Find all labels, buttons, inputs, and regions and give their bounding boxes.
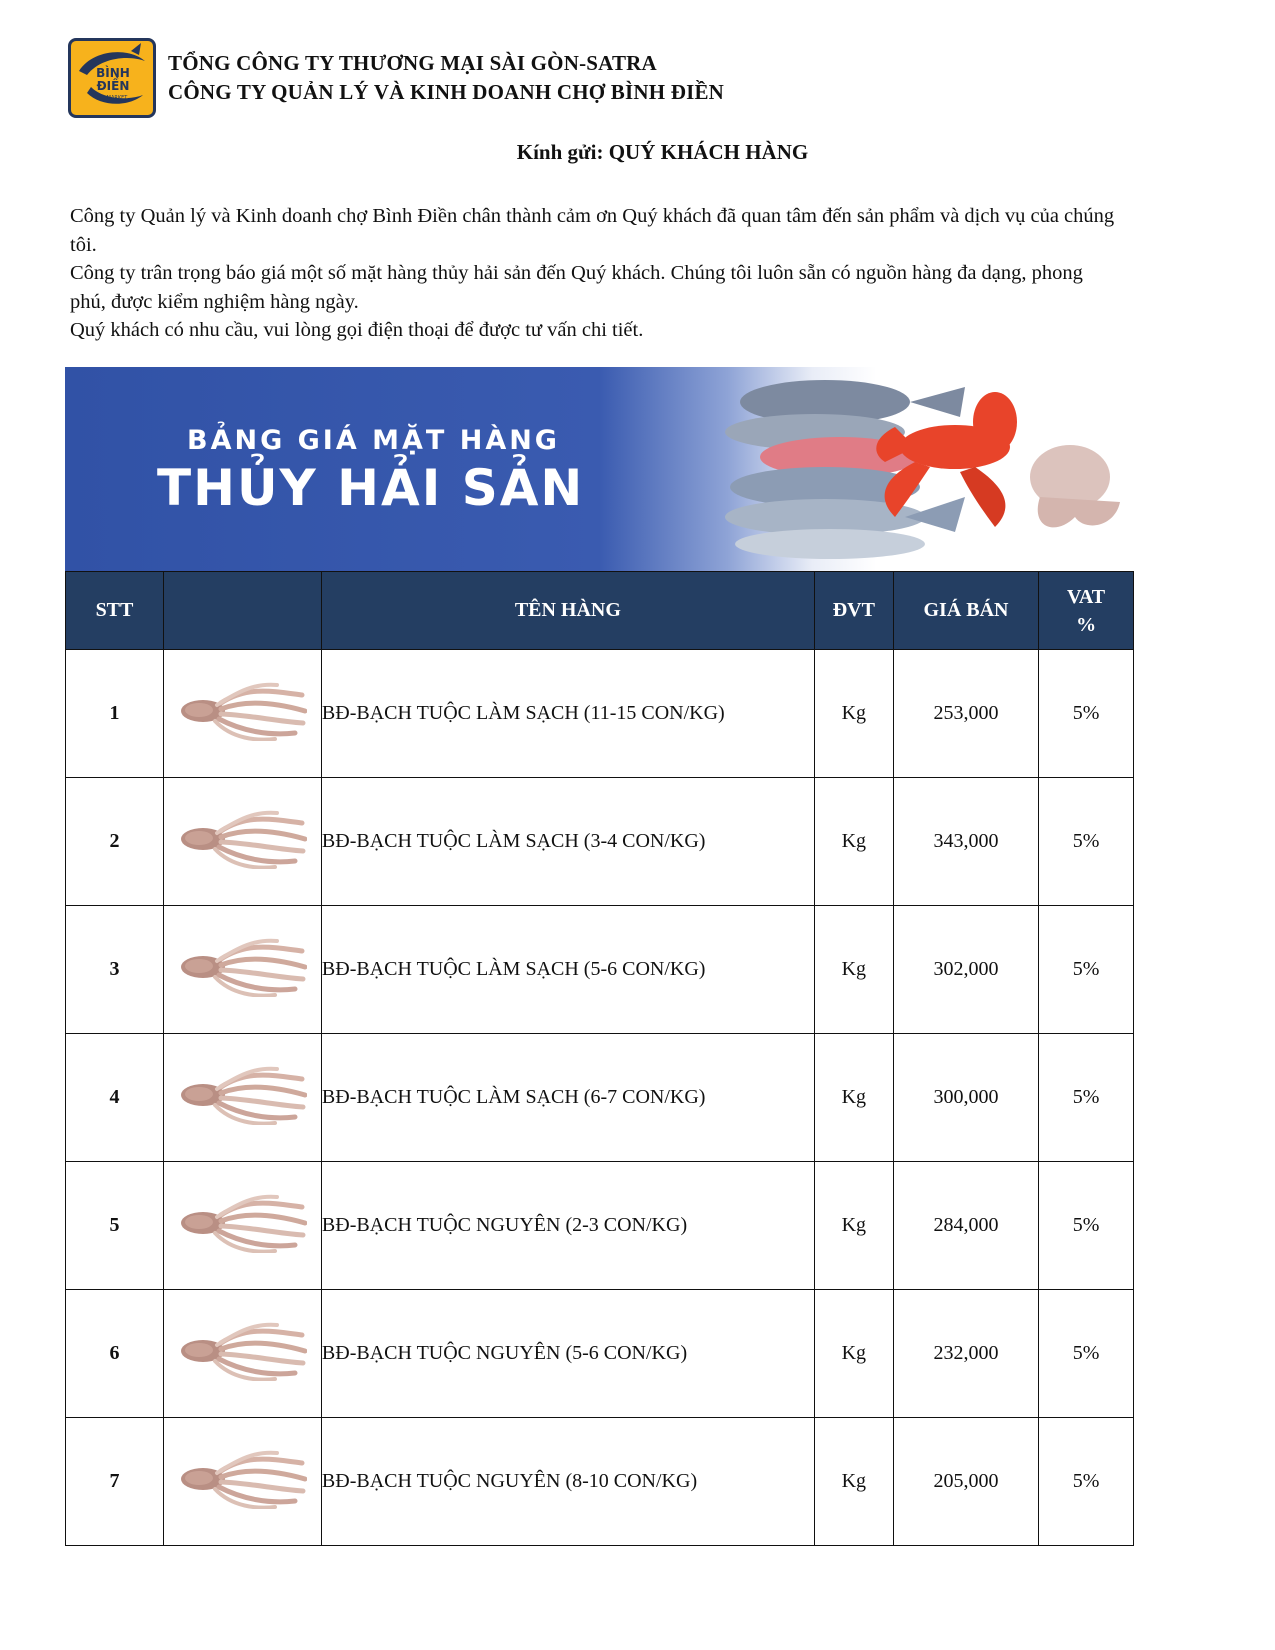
row-name: BĐ-BẠCH TUỘC LÀM SẠCH (3-4 CON/KG) [321,778,814,906]
octopus-icon [177,809,307,869]
intro-paragraph-2: Công ty trân trọng báo giá một số mặt hàng thủy hải sản đến Quý khách. Chúng tôi luôn sẵn có nguồn hàng đa dạng, phong phú, được kiểm nghiệm hàng ngày. [70,262,1083,313]
row-image [163,1034,321,1162]
header-vat [1039,572,1134,650]
row-vat: 5% [1039,906,1134,1034]
row-name: BĐ-BẠCH TUỘC NGUYÊN (8-10 CON/KG) [321,1418,814,1546]
row-price: 284,000 [893,1162,1038,1290]
row-vat: 5% [1039,650,1134,778]
row-price: 253,000 [893,650,1038,778]
row-stt: 1 [66,650,164,778]
price-list-banner [65,367,1133,572]
svg-text:MARKET: MARKET [106,95,128,101]
svg-text:BÌNH: BÌNH [96,66,130,80]
row-name: BĐ-BẠCH TUỘC NGUYÊN (2-3 CON/KG) [321,1162,814,1290]
header-price: GIÁ BÁN [893,572,1038,650]
row-image [163,778,321,906]
intro-paragraph-1: Công ty Quản lý và Kinh doanh chợ Bình Điền chân thành cảm ơn Quý khách đã quan tâm đến sản phẩm và dịch vụ của chúng tôi. [70,205,1115,256]
row-unit: Kg [814,650,893,778]
row-price: 343,000 [893,778,1038,906]
header-unit: ĐVT [814,572,893,650]
row-name: BĐ-BẠCH TUỘC NGUYÊN (5-6 CON/KG) [321,1290,814,1418]
row-stt: 6 [66,1290,164,1418]
row-price: 232,000 [893,1290,1038,1418]
row-vat: 5% [1039,778,1134,906]
octopus-icon [177,1065,307,1125]
table-row [66,1162,1134,1290]
table-row [66,650,1134,778]
company-names [168,49,724,107]
row-unit: Kg [814,778,893,906]
row-unit: Kg [814,1418,893,1546]
row-name: BĐ-BẠCH TUỘC LÀM SẠCH (5-6 CON/KG) [321,906,814,1034]
header-stt: STT [66,572,164,650]
row-unit: Kg [814,906,893,1034]
table-row [66,1034,1134,1162]
row-vat: 5% [1039,1290,1134,1418]
price-table [65,571,1134,1546]
table-row [66,1290,1134,1418]
row-vat: 5% [1039,1418,1134,1546]
header-name: TÊN HÀNG [321,572,814,650]
row-vat: 5% [1039,1034,1134,1162]
row-stt: 4 [66,1034,164,1162]
row-image [163,1162,321,1290]
octopus-icon [177,937,307,997]
header-vat-label: VAT % [1066,585,1106,636]
row-image [163,650,321,778]
octopus-icon [177,681,307,741]
svg-text:ĐIỀN: ĐIỀN [96,79,130,93]
row-image [163,1418,321,1546]
row-price: 300,000 [893,1034,1038,1162]
row-unit: Kg [814,1034,893,1162]
row-stt: 5 [66,1162,164,1290]
row-name: BĐ-BẠCH TUỘC LÀM SẠCH (11-15 CON/KG) [321,650,814,778]
table-header-row [66,572,1134,650]
row-image [163,906,321,1034]
octopus-icon [177,1193,307,1253]
octopus-icon [177,1321,307,1381]
fish-logo-icon [71,41,153,115]
letterhead [68,36,724,120]
intro-paragraph-3: Quý khách có nhu cầu, vui lòng gọi điện thoại để được tư vấn chi tiết. [70,319,644,341]
row-stt: 3 [66,906,164,1034]
banner-subtitle: BẢNG GIÁ MẶT HÀNG [187,425,560,456]
banner-title: THỦY HẢI SẢN [157,459,585,517]
row-price: 302,000 [893,906,1038,1034]
parent-company-name: TỔNG CÔNG TY THƯƠNG MẠI SÀI GÒN-SATRA [168,51,657,75]
row-unit: Kg [814,1162,893,1290]
company-name: CÔNG TY QUẢN LÝ VÀ KINH DOANH CHỢ BÌNH ĐIỀN [168,80,725,104]
seafood-icon [675,367,1133,572]
row-price: 205,000 [893,1418,1038,1546]
binh-dien-logo [68,38,156,118]
row-name: BĐ-BẠCH TUỘC LÀM SẠCH (6-7 CON/KG) [321,1034,814,1162]
row-vat: 5% [1039,1162,1134,1290]
table-row [66,1418,1134,1546]
greeting: Kính gửi: QUÝ KHÁCH HÀNG [516,140,809,164]
intro-text [70,202,1120,345]
row-image [163,1290,321,1418]
table-row [66,778,1134,906]
octopus-icon [177,1449,307,1509]
row-stt: 2 [66,778,164,906]
header-image [163,572,321,650]
row-stt: 7 [66,1418,164,1546]
row-unit: Kg [814,1290,893,1418]
table-row [66,906,1134,1034]
